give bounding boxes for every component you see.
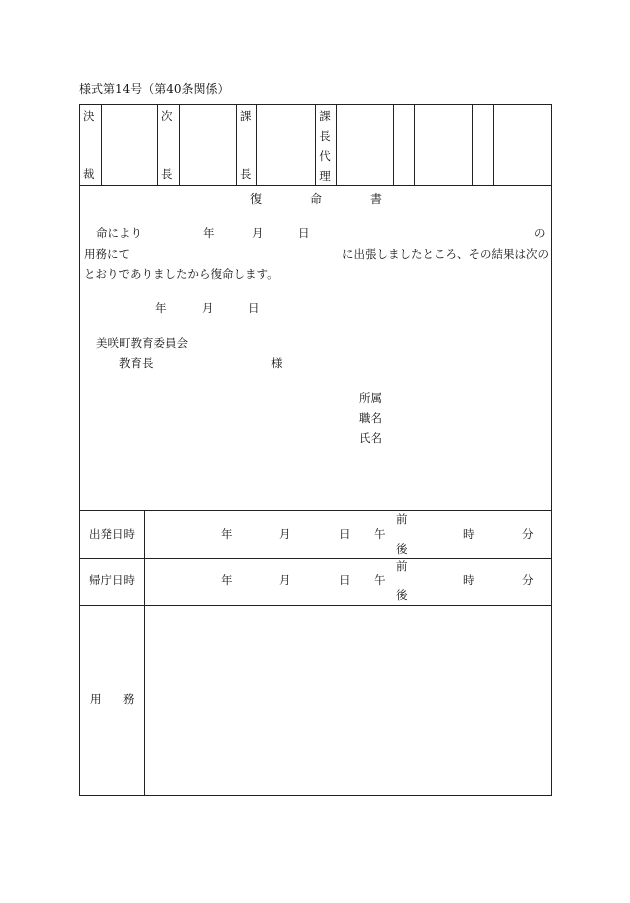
departure-row-bottom bbox=[79, 558, 552, 559]
approval-divider bbox=[393, 104, 394, 186]
departure-label: 出発日時 bbox=[89, 527, 135, 541]
departure-month: 月 bbox=[279, 527, 291, 541]
report-line1-lead: 命により bbox=[96, 226, 142, 240]
departure-noon: 午 bbox=[374, 527, 386, 541]
return-label: 帰庁日時 bbox=[89, 573, 135, 587]
approval-divider bbox=[179, 104, 180, 186]
approval-divider bbox=[315, 104, 316, 186]
return-year: 年 bbox=[221, 573, 233, 587]
approval-jicho-top: 次 bbox=[161, 109, 173, 123]
approval-kacho-top: 課 bbox=[240, 109, 252, 123]
departure-year: 年 bbox=[221, 527, 233, 541]
approval-divider bbox=[157, 104, 158, 186]
addressee-title: 教育長 bbox=[119, 356, 154, 370]
business-label-1: 用 bbox=[90, 692, 102, 706]
report-line2-lead: 用務にて bbox=[84, 247, 130, 261]
report-body-bottom bbox=[79, 510, 552, 511]
approval-kessai-top: 決 bbox=[83, 109, 95, 123]
approval-kacho-dairi-char: 理 bbox=[319, 169, 331, 183]
label-column-divider bbox=[144, 510, 145, 796]
approval-kacho-dairi-char: 課 bbox=[319, 109, 331, 123]
approval-divider bbox=[472, 104, 473, 186]
return-am: 前 bbox=[396, 559, 408, 573]
report-date-month: 月 bbox=[202, 301, 214, 315]
return-noon: 午 bbox=[374, 573, 386, 587]
report-year: 年 bbox=[203, 226, 215, 240]
report-line3: とおりでありましたから復命します。 bbox=[84, 267, 279, 281]
business-label-2: 務 bbox=[123, 692, 135, 706]
approval-divider bbox=[236, 104, 237, 186]
border-right bbox=[551, 104, 552, 796]
report-title-char: 命 bbox=[310, 192, 323, 206]
approval-divider bbox=[336, 104, 337, 186]
report-date-year: 年 bbox=[155, 301, 167, 315]
approval-divider bbox=[414, 104, 415, 186]
return-hour: 時 bbox=[463, 573, 475, 587]
return-minute: 分 bbox=[522, 573, 534, 587]
report-line2-trail: に出張しましたところ、その結果は次の bbox=[342, 247, 549, 261]
departure-pm: 後 bbox=[396, 542, 408, 556]
departure-hour: 時 bbox=[463, 527, 475, 541]
report-day: 日 bbox=[298, 226, 310, 240]
approval-kacho-bottom: 長 bbox=[240, 167, 252, 181]
return-day: 日 bbox=[339, 573, 351, 587]
departure-am: 前 bbox=[396, 512, 408, 526]
report-title-char: 書 bbox=[370, 192, 383, 206]
approval-divider bbox=[101, 104, 102, 186]
reporter-affiliation: 所属 bbox=[359, 391, 382, 405]
border-bottom bbox=[79, 795, 552, 796]
departure-day: 日 bbox=[339, 527, 351, 541]
return-pm: 後 bbox=[396, 588, 408, 602]
approval-divider bbox=[256, 104, 257, 186]
return-row-bottom bbox=[79, 605, 552, 606]
reporter-name: 氏名 bbox=[359, 431, 382, 445]
border-left bbox=[79, 104, 80, 796]
addressee-org: 美咲町教育委員会 bbox=[96, 336, 188, 350]
approval-divider bbox=[493, 104, 494, 186]
approval-kessai-bottom: 裁 bbox=[83, 167, 95, 181]
departure-minute: 分 bbox=[522, 527, 534, 541]
approval-kacho-dairi bbox=[318, 111, 332, 191]
return-month: 月 bbox=[279, 573, 291, 587]
reporter-position: 職名 bbox=[359, 411, 382, 425]
report-month: 月 bbox=[252, 226, 264, 240]
report-date-day: 日 bbox=[248, 301, 260, 315]
approval-jicho-bottom: 長 bbox=[161, 167, 173, 181]
report-line1-end: の bbox=[534, 226, 546, 240]
report-title-char: 復 bbox=[250, 192, 263, 206]
approval-kacho-dairi-char: 長 bbox=[319, 129, 331, 143]
form-label: 様式第14号（第40条関係） bbox=[79, 82, 230, 96]
addressee-honorific: 様 bbox=[271, 356, 283, 370]
approval-kacho-dairi-char: 代 bbox=[319, 149, 331, 163]
